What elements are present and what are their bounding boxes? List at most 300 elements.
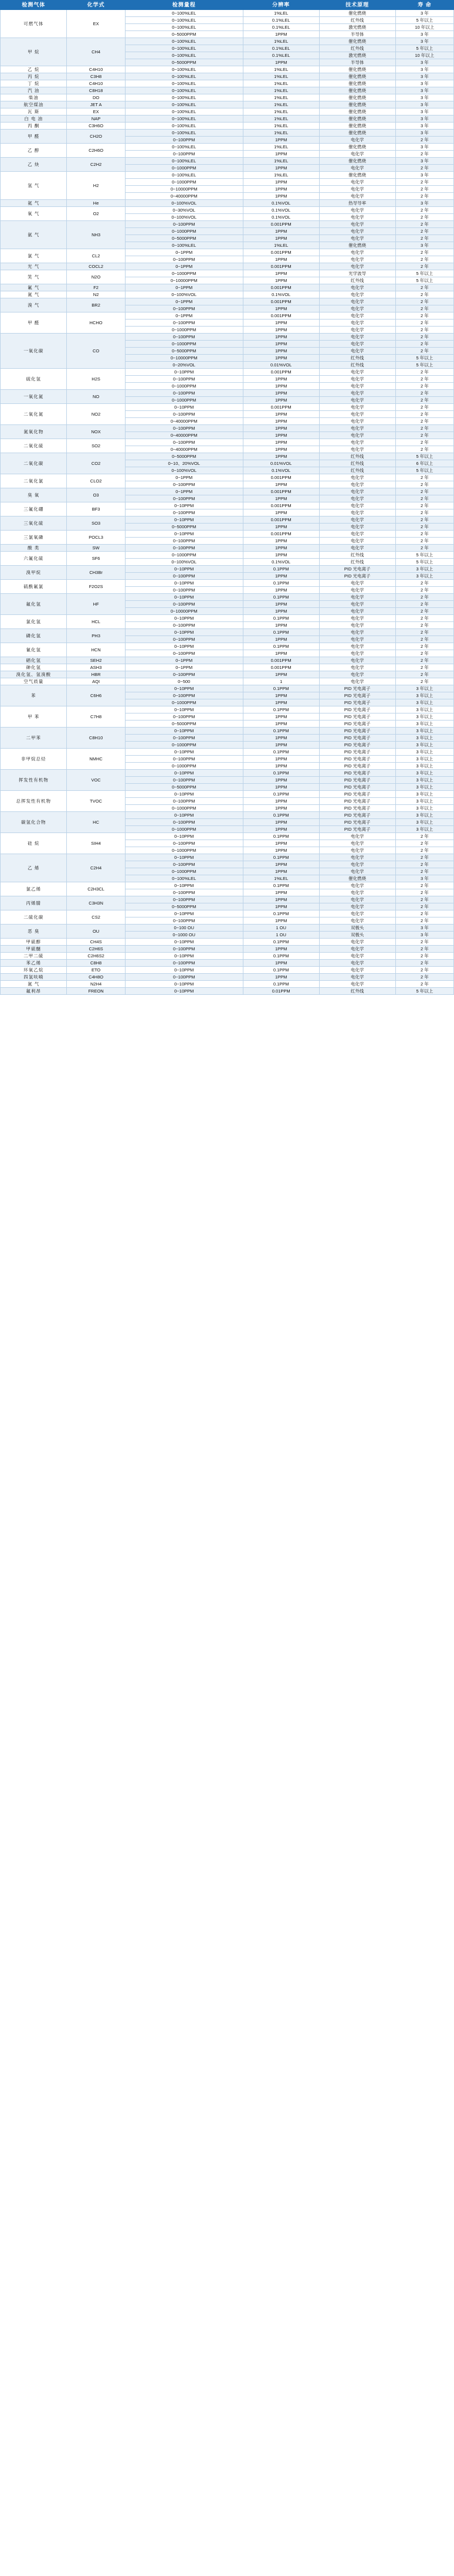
technology-cell: 电化学 (319, 903, 395, 910)
technology-cell: 电化学 (319, 411, 395, 418)
lifetime-cell: 2 年 (395, 495, 453, 502)
resolution-cell: 1%LEL (243, 87, 319, 94)
technology-cell: 催化燃烧 (319, 80, 395, 87)
detection-range-cell: 0~1PPM (125, 664, 243, 671)
technology-cell: 红外线 (319, 45, 395, 52)
chemical-formula-cell: C6H6 (67, 685, 125, 706)
gas-name-cell: 丙 酮 (1, 123, 67, 130)
lifetime-cell: 2 年 (395, 312, 453, 320)
detection-range-cell: 0~100%LEL (125, 123, 243, 130)
table-row (1, 270, 454, 277)
lifetime-cell: 3 年 (395, 875, 453, 882)
technology-cell: 电化学 (319, 446, 395, 453)
chemical-formula-cell: C2H6S2 (67, 953, 125, 960)
technology-cell: 电化学 (319, 538, 395, 545)
column-header-range: 检测量程 (125, 1, 243, 10)
lifetime-cell: 3 年以上 (395, 770, 453, 777)
gas-name-cell: 乙 炔 (1, 158, 67, 172)
table-row (1, 580, 454, 587)
chemical-formula-cell: N2 (67, 291, 125, 298)
lifetime-cell: 2 年 (395, 636, 453, 643)
gas-name-cell: 光 气 (1, 263, 67, 270)
technology-cell: 催化燃烧 (319, 101, 395, 108)
detection-range-cell: 0~5000PPM (125, 59, 243, 66)
table-row (1, 369, 454, 376)
resolution-cell: 0.1%VOL (243, 467, 319, 474)
lifetime-cell: 2 年 (395, 291, 453, 298)
gas-name-cell: 丙 烷 (1, 73, 67, 80)
lifetime-cell: 3 年 (395, 38, 453, 45)
chemical-formula-cell: H2 (67, 172, 125, 200)
lifetime-cell: 2 年 (395, 847, 453, 854)
resolution-cell: 1PPM (243, 847, 319, 854)
lifetime-cell: 3 年以上 (395, 812, 453, 819)
lifetime-cell: 2 年 (395, 946, 453, 953)
technology-cell: 电化学 (319, 137, 395, 144)
resolution-cell: 1PPM (243, 186, 319, 193)
technology-cell: 电化学 (319, 960, 395, 967)
gas-name-cell: 臭 氧 (1, 488, 67, 502)
resolution-cell: 1PPM (243, 756, 319, 763)
technology-cell: 电化学 (319, 474, 395, 481)
table-row (1, 896, 454, 903)
resolution-cell: 1PPM (243, 692, 319, 699)
lifetime-cell: 2 年 (395, 228, 453, 235)
table-row (1, 66, 454, 73)
detection-range-cell: 0~10PPM (125, 939, 243, 946)
chemical-formula-cell: He (67, 200, 125, 207)
resolution-cell: 1PPM (243, 277, 319, 284)
gas-name-cell: 非甲烷总烃 (1, 749, 67, 770)
technology-cell: 电化学 (319, 587, 395, 594)
table-row (1, 425, 454, 432)
lifetime-cell: 2 年 (395, 601, 453, 608)
lifetime-cell: 2 年 (395, 889, 453, 896)
gas-name-cell: 苯 (1, 685, 67, 706)
detection-range-cell: 0~10000PPM (125, 608, 243, 615)
table-row (1, 200, 454, 207)
table-row (1, 615, 454, 622)
chemical-formula-cell: C8H18 (67, 87, 125, 94)
resolution-cell: 1%LEL (243, 123, 319, 130)
resolution-cell: 0.1%LEL (243, 17, 319, 24)
technology-cell: 电化学 (319, 524, 395, 531)
chemical-formula-cell: C2H6S (67, 946, 125, 953)
chemical-formula-cell: C2H6O (67, 144, 125, 158)
technology-cell: 电化学 (319, 889, 395, 896)
technology-cell: 电化学 (319, 481, 395, 488)
technology-cell: 激光燃烧 (319, 24, 395, 31)
technology-cell: 半导体 (319, 31, 395, 38)
technology-cell: 催化燃烧 (319, 172, 395, 179)
gas-name-cell: 一氧化碳 (1, 334, 67, 369)
detection-range-cell: 0~100PPM (125, 946, 243, 953)
table-row (1, 488, 454, 495)
detection-range-cell: 0~100PPM (125, 777, 243, 784)
resolution-cell: 0.001PPM (243, 249, 319, 256)
lifetime-cell: 3 年 (395, 80, 453, 87)
resolution-cell: 1%LEL (243, 158, 319, 165)
table-row (1, 749, 454, 756)
lifetime-cell: 2 年 (395, 320, 453, 327)
resolution-cell: 1PPM (243, 320, 319, 327)
detection-range-cell: 0~1PPM (125, 657, 243, 664)
detection-range-cell: 0~100PPM (125, 545, 243, 552)
resolution-cell: 0.1PPM (243, 580, 319, 587)
lifetime-cell: 2 年 (395, 186, 453, 193)
table-row (1, 812, 454, 819)
resolution-cell: 1PPM (243, 327, 319, 334)
gas-name-cell: 氰化氢 (1, 643, 67, 657)
gas-name-cell: 砷化氢 (1, 664, 67, 671)
resolution-cell: 1PPM (243, 355, 319, 362)
detection-range-cell: 0~10PPM (125, 516, 243, 524)
lifetime-cell: 2 年 (395, 629, 453, 636)
resolution-cell: 0.001PPM (243, 657, 319, 664)
table-row (1, 404, 454, 411)
detection-range-cell: 0~1000PPM (125, 228, 243, 235)
detection-range-cell: 0~1000PPM (125, 341, 243, 348)
chemical-formula-cell: SF6 (67, 552, 125, 566)
detection-range-cell: 0~10PPM (125, 749, 243, 756)
technology-cell: 电化学 (319, 305, 395, 312)
resolution-cell: 0.001PPM (243, 502, 319, 509)
technology-cell: 电化学 (319, 917, 395, 925)
detection-range-cell: 0~100PPM (125, 256, 243, 263)
resolution-cell: 1PPM (243, 868, 319, 875)
chemical-formula-cell: CH4S (67, 939, 125, 946)
technology-cell: 电化学 (319, 861, 395, 868)
detection-range-cell: 0~100%LEL (125, 144, 243, 151)
resolution-cell: 1PPM (243, 742, 319, 749)
detection-range-cell: 0~40000PPM (125, 432, 243, 439)
resolution-cell: 1PPM (243, 31, 319, 38)
lifetime-cell: 2 年 (395, 432, 453, 439)
detection-range-cell: 0~10PPM (125, 706, 243, 713)
resolution-cell: 0.1PPM (243, 833, 319, 840)
technology-cell: 电化学 (319, 397, 395, 404)
detection-range-cell: 0~100PPM (125, 376, 243, 383)
detection-range-cell: 0~100PPM (125, 756, 243, 763)
gas-name-cell: 氢 气 (1, 172, 67, 200)
chemical-formula-cell: SIH4 (67, 833, 125, 854)
detection-range-cell: 0~10PPM (125, 531, 243, 538)
detection-range-cell: 0~500 (125, 678, 243, 685)
gas-name-cell: 硫化氢 (1, 369, 67, 390)
technology-cell: 电化学 (319, 369, 395, 376)
resolution-cell: 0.1PPM (243, 812, 319, 819)
table-row (1, 643, 454, 650)
table-row (1, 678, 454, 685)
technology-cell: 电化学 (319, 495, 395, 502)
detection-range-cell: 0~5000PPM (125, 784, 243, 791)
lifetime-cell: 10 年以上 (395, 24, 453, 31)
lifetime-cell: 2 年 (395, 474, 453, 481)
lifetime-cell: 2 年 (395, 214, 453, 221)
lifetime-cell: 3 年以上 (395, 742, 453, 749)
lifetime-cell: 2 年 (395, 531, 453, 538)
technology-cell: 红外线 (319, 355, 395, 362)
lifetime-cell: 2 年 (395, 939, 453, 946)
technology-cell: 电化学 (319, 847, 395, 854)
chemical-formula-cell: CL2 (67, 249, 125, 263)
lifetime-cell: 5 年以上 (395, 270, 453, 277)
resolution-cell: 1%LEL (243, 172, 319, 179)
chemical-formula-cell: ASH3 (67, 664, 125, 671)
resolution-cell: 1%LEL (243, 875, 319, 882)
resolution-cell: 1PPM (243, 699, 319, 706)
chemical-formula-cell: SEH2 (67, 657, 125, 664)
resolution-cell: 1PPM (243, 896, 319, 903)
table-row (1, 390, 454, 397)
resolution-cell: 0.1%VOL (243, 200, 319, 207)
table-row (1, 263, 454, 270)
technology-cell: PID 光电离子 (319, 812, 395, 819)
lifetime-cell: 2 年 (395, 854, 453, 861)
detection-range-cell: 0~10、20%VOL (125, 460, 243, 467)
lifetime-cell: 3 年以上 (395, 756, 453, 763)
detection-range-cell: 0~100%LEL (125, 242, 243, 249)
resolution-cell: 1PPM (243, 840, 319, 847)
detection-range-cell: 0~100%LEL (125, 875, 243, 882)
chemical-formula-cell: SW (67, 545, 125, 552)
chemical-formula-cell: CO2 (67, 453, 125, 474)
lifetime-cell: 3 年以上 (395, 692, 453, 699)
detection-range-cell: 0~10PPM (125, 967, 243, 974)
resolution-cell: 0.1PPM (243, 749, 319, 756)
resolution-cell: 1PPM (243, 397, 319, 404)
technology-cell: 电化学 (319, 650, 395, 657)
gas-name-cell: 白 电 油 (1, 115, 67, 123)
table-row (1, 657, 454, 664)
detection-range-cell: 0~100PPM (125, 889, 243, 896)
resolution-cell: 0.1PPM (243, 643, 319, 650)
technology-cell: 电化学 (319, 298, 395, 305)
lifetime-cell: 5 年以上 (395, 552, 453, 559)
technology-cell: PID 光电离子 (319, 699, 395, 706)
resolution-cell: 0.001PPM (243, 284, 319, 291)
table-row (1, 123, 454, 130)
table-row (1, 981, 454, 988)
detection-range-cell: 0~10PPM (125, 643, 243, 650)
table-row (1, 925, 454, 932)
technology-cell: PID 光电离子 (319, 798, 395, 805)
column-header-lifetime: 寿 命 (395, 1, 453, 10)
detection-range-cell: 0~100PPM (125, 896, 243, 903)
resolution-cell: 1PPM (243, 587, 319, 594)
technology-cell: 催化燃烧 (319, 87, 395, 94)
chemical-formula-cell: EX (67, 108, 125, 115)
resolution-cell: 1PPM (243, 418, 319, 425)
detection-range-cell: 0~40000PPM (125, 446, 243, 453)
lifetime-cell: 2 年 (395, 502, 453, 509)
detection-range-cell: 0~100%LEL (125, 38, 243, 45)
resolution-cell: 0.1PPM (243, 685, 319, 692)
gas-specification-table (0, 0, 454, 995)
resolution-cell: 1PPM (243, 826, 319, 833)
resolution-cell: 1PPM (243, 235, 319, 242)
resolution-cell: 1PPM (243, 974, 319, 981)
lifetime-cell: 3 年 (395, 115, 453, 123)
lifetime-cell: 3 年以上 (395, 713, 453, 721)
gas-name-cell: 氮 气 (1, 291, 67, 298)
technology-cell: 红外线 (319, 988, 395, 995)
detection-range-cell: 0~1PPM (125, 284, 243, 291)
detection-range-cell: 0~10PPM (125, 728, 243, 735)
technology-cell: 催化燃烧 (319, 875, 395, 882)
detection-range-cell: 0~1PPM (125, 298, 243, 305)
lifetime-cell: 2 年 (395, 580, 453, 587)
lifetime-cell: 2 年 (395, 643, 453, 650)
detection-range-cell: 0~1000PPM (125, 270, 243, 277)
table-row (1, 87, 454, 94)
resolution-cell: 0.1%LEL (243, 24, 319, 31)
technology-cell: 双极头 (319, 925, 395, 932)
gas-name-cell: 碳氢化合物 (1, 812, 67, 833)
chemical-formula-cell: CH3Br (67, 566, 125, 580)
lifetime-cell: 2 年 (395, 910, 453, 917)
resolution-cell: 0.1%LEL (243, 52, 319, 59)
resolution-cell: 1PPM (243, 425, 319, 432)
chemical-formula-cell: FREON (67, 988, 125, 995)
technology-cell: 电化学 (319, 882, 395, 889)
detection-range-cell: 0~100%LEL (125, 87, 243, 94)
detection-range-cell: 0~100PPM (125, 573, 243, 580)
resolution-cell: 1%LEL (243, 115, 319, 123)
table-row (1, 967, 454, 974)
chemical-formula-cell: C8H8 (67, 960, 125, 967)
table-row (1, 80, 454, 87)
resolution-cell: 0.1%VOL (243, 291, 319, 298)
resolution-cell: 0.001PPM (243, 664, 319, 671)
table-row (1, 910, 454, 917)
resolution-cell: 1PPM (243, 552, 319, 559)
resolution-cell: 0.1PPM (243, 882, 319, 889)
table-row (1, 172, 454, 179)
technology-cell: 电化学 (319, 531, 395, 538)
table-row (1, 453, 454, 460)
technology-cell: 电化学 (319, 981, 395, 988)
chemical-formula-cell: CH4 (67, 38, 125, 66)
table-row (1, 249, 454, 256)
detection-range-cell: 0~1000PPM (125, 552, 243, 559)
lifetime-cell: 5 年以上 (395, 559, 453, 566)
lifetime-cell: 3 年以上 (395, 791, 453, 798)
table-row (1, 115, 454, 123)
technology-cell: 电化学 (319, 193, 395, 200)
lifetime-cell: 2 年 (395, 608, 453, 615)
lifetime-cell: 3 年 (395, 10, 453, 17)
technology-cell: 电化学 (319, 432, 395, 439)
technology-cell: PID 光电离子 (319, 784, 395, 791)
chemical-formula-cell: PH3 (67, 629, 125, 643)
gas-name-cell: 二氧化氯 (1, 474, 67, 488)
technology-cell: 电化学 (319, 629, 395, 636)
lifetime-cell: 2 年 (395, 917, 453, 925)
detection-range-cell: 0~10PPM (125, 404, 243, 411)
resolution-cell: 1PPM (243, 573, 319, 580)
detection-range-cell: 0~100PPM (125, 798, 243, 805)
resolution-cell: 0.1%VOL (243, 207, 319, 214)
chemical-formula-cell: CS2 (67, 910, 125, 925)
technology-cell: 催化燃烧 (319, 38, 395, 45)
chemical-formula-cell: CH2O (67, 130, 125, 144)
chemical-formula-cell: C3H3N (67, 896, 125, 910)
chemical-formula-cell: C2H3CL (67, 882, 125, 896)
resolution-cell: 1PPM (243, 763, 319, 770)
lifetime-cell: 2 年 (395, 404, 453, 411)
table-row (1, 545, 454, 552)
lifetime-cell: 2 年 (395, 650, 453, 657)
detection-range-cell: 0~20%VOL (125, 362, 243, 369)
table-row (1, 284, 454, 291)
lifetime-cell: 2 年 (395, 305, 453, 312)
table-row (1, 474, 454, 481)
chemical-formula-cell: BF3 (67, 502, 125, 516)
detection-range-cell: 0~100%LEL (125, 115, 243, 123)
detection-range-cell: 0~10PPM (125, 629, 243, 636)
table-row (1, 552, 454, 559)
lifetime-cell: 2 年 (395, 165, 453, 172)
resolution-cell: 1PPM (243, 608, 319, 615)
resolution-cell: 0.001PPM (243, 488, 319, 495)
detection-range-cell: 0~100PPM (125, 320, 243, 327)
resolution-cell: 1PPM (243, 721, 319, 728)
chemical-formula-cell: O2 (67, 207, 125, 221)
lifetime-cell: 2 年 (395, 960, 453, 967)
technology-cell: 电化学 (319, 312, 395, 320)
lifetime-cell: 2 年 (395, 151, 453, 158)
table-row (1, 312, 454, 320)
technology-cell: 催化燃烧 (319, 130, 395, 137)
chemical-formula-cell: EX (67, 10, 125, 38)
chemical-formula-cell: HF (67, 594, 125, 615)
table-row (1, 833, 454, 840)
chemical-formula-cell: TVOC (67, 791, 125, 812)
technology-cell: 电化学 (319, 221, 395, 228)
resolution-cell: 0.1%VOL (243, 214, 319, 221)
lifetime-cell: 5 年以上 (395, 277, 453, 284)
detection-range-cell: 0~1000PPM (125, 805, 243, 812)
resolution-cell: 1PPM (243, 903, 319, 910)
technology-cell: 电化学 (319, 284, 395, 291)
technology-cell: 电化学 (319, 594, 395, 601)
detection-range-cell: 0~100PPM (125, 538, 243, 545)
detection-range-cell: 0~100%LEL (125, 158, 243, 165)
detection-range-cell: 0~100PPM (125, 495, 243, 502)
resolution-cell: 1PPM (243, 453, 319, 460)
lifetime-cell: 3 年 (395, 31, 453, 38)
technology-cell: PID 光电离子 (319, 735, 395, 742)
resolution-cell: 1PPM (243, 228, 319, 235)
detection-range-cell: 0~100PPM (125, 735, 243, 742)
gas-detection-spec-sheet (0, 0, 454, 995)
detection-range-cell: 0~10000PPM (125, 186, 243, 193)
technology-cell: 催化燃烧 (319, 66, 395, 73)
detection-range-cell: 0~100%LEL (125, 10, 243, 17)
detection-range-cell: 0~100PPM (125, 917, 243, 925)
detection-range-cell: 0~10PPM (125, 910, 243, 917)
resolution-cell: 0.001PPM (243, 221, 319, 228)
resolution-cell: 0.1PPM (243, 791, 319, 798)
detection-range-cell: 0~10PPM (125, 770, 243, 777)
column-header-gas: 检测气体 (1, 1, 67, 10)
technology-cell: 电化学 (319, 207, 395, 214)
table-row (1, 101, 454, 108)
gas-name-cell: 挥发性有机物 (1, 770, 67, 791)
detection-range-cell: 0~10PPM (125, 812, 243, 819)
technology-cell: 电化学 (319, 263, 395, 270)
